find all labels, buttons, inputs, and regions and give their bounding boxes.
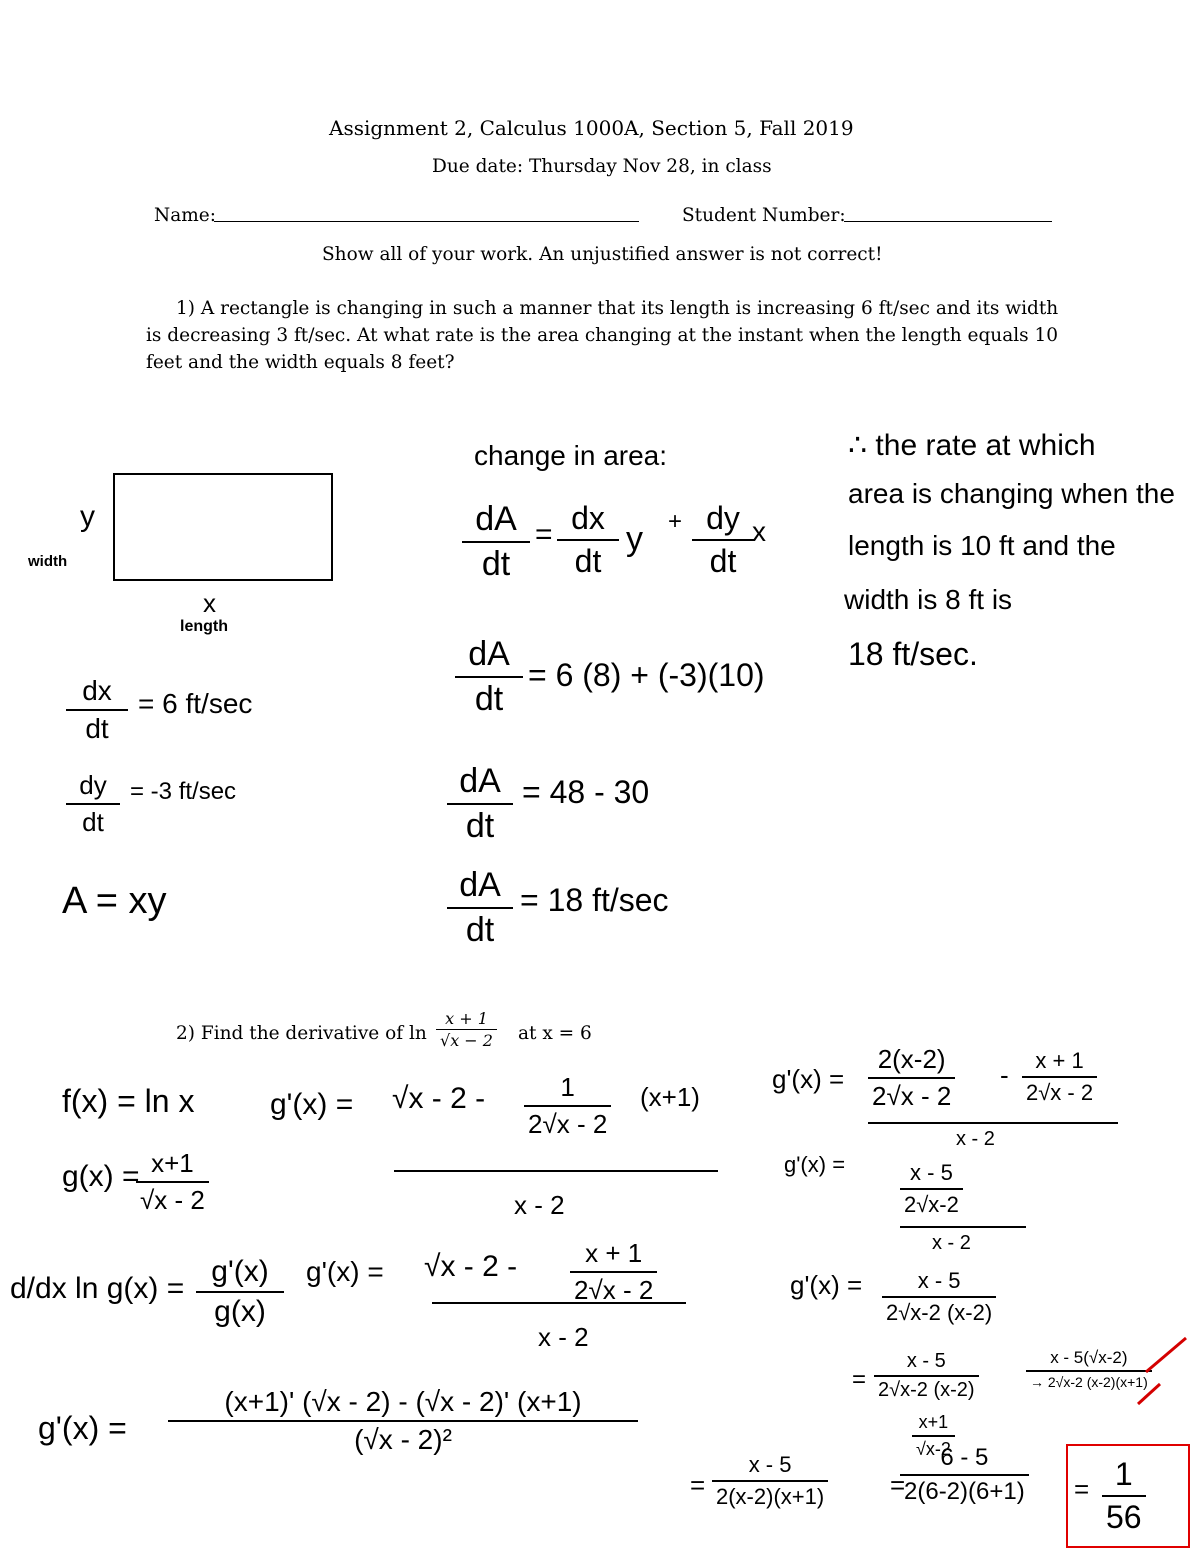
dydt-fraction bbox=[66, 770, 120, 838]
q1-text-line-1: 1) A rectangle is changing in such a manner that its length is increasing 6 ft/sec and its width bbox=[176, 298, 1059, 319]
area-formula: A = xy bbox=[62, 880, 167, 922]
q2-prompt-pre: 2) Find the derivative of ln bbox=[176, 1023, 427, 1044]
s4-den: dt bbox=[447, 907, 513, 950]
right-g-eq: = bbox=[690, 1470, 706, 1500]
rectangle-diagram bbox=[113, 473, 333, 581]
mid-b-lhs: g'(x) = bbox=[306, 1256, 384, 1287]
dlng-num: g'(x) bbox=[211, 1255, 269, 1288]
final-answer-box bbox=[1066, 1444, 1190, 1548]
conclusion-line-5: 18 ft/sec. bbox=[848, 636, 978, 672]
s4-num: dA bbox=[459, 866, 501, 904]
right-d-inner-den: 2√x-2 bbox=[900, 1188, 963, 1218]
g-num: x+1 bbox=[151, 1148, 194, 1178]
s4-rhs: = 18 ft/sec bbox=[520, 882, 669, 918]
q2-prompt-post: at x = 6 bbox=[518, 1023, 592, 1044]
mid-b-fraction-bar bbox=[432, 1302, 686, 1304]
right-e-fraction bbox=[882, 1268, 996, 1326]
g-den: √x - 2 bbox=[136, 1181, 209, 1216]
final-answer-num: 1 bbox=[1114, 1456, 1133, 1492]
mid-b-inner-den: 2√x - 2 bbox=[570, 1271, 657, 1306]
s1-t2 bbox=[692, 500, 754, 580]
mid-b-num-1: √x - 2 - bbox=[424, 1250, 518, 1283]
s1-plus: + bbox=[668, 508, 683, 535]
dxdt-fraction bbox=[66, 675, 128, 745]
right-h-fraction bbox=[900, 1444, 1029, 1506]
right-f-fraction bbox=[874, 1350, 979, 1402]
s3-rhs: = 48 - 30 bbox=[522, 774, 650, 810]
right-c-t2 bbox=[1022, 1048, 1097, 1106]
right-c-minus: - bbox=[1000, 1060, 1009, 1090]
dxdt-den: dt bbox=[66, 709, 128, 745]
right-e-lhs: g'(x) = bbox=[790, 1270, 863, 1300]
s1-t2-num: dy bbox=[706, 500, 740, 536]
q2-prompt-fraction bbox=[436, 1009, 497, 1050]
q1-text-line-3: feet and the width equals 8 feet? bbox=[146, 352, 455, 373]
s2-num: dA bbox=[468, 635, 510, 673]
diagram-y-label: y bbox=[80, 500, 95, 533]
gprime-lhs: g'(x) = bbox=[38, 1410, 127, 1446]
s1-lhs-den: dt bbox=[462, 541, 530, 584]
s1-t2-den: dt bbox=[692, 539, 754, 580]
s4-lhs bbox=[447, 866, 513, 950]
mid-a-inner-num: 1 bbox=[560, 1072, 575, 1102]
s1-t2-var: x bbox=[752, 516, 766, 547]
gprime-num: (x+1)' (√x - 2) - (√x - 2)' (x+1) bbox=[224, 1386, 582, 1417]
f-definition: f(x) = ln x bbox=[62, 1083, 195, 1119]
student-number-field[interactable] bbox=[844, 221, 1052, 222]
gprime-den: (√x - 2)² bbox=[168, 1420, 638, 1456]
mid-b-inner-num: x + 1 bbox=[585, 1238, 643, 1268]
s2-rhs: = 6 (8) + (-3)(10) bbox=[528, 657, 765, 693]
mid-a-den: x - 2 bbox=[514, 1190, 565, 1220]
s3-num: dA bbox=[459, 762, 501, 800]
right-d-lhs: g'(x) = bbox=[784, 1152, 846, 1177]
right-d-fraction-bar bbox=[900, 1226, 1026, 1228]
q2-prompt-num: x + 1 bbox=[445, 1009, 488, 1028]
mid-a-num-1: √x - 2 - bbox=[392, 1082, 486, 1115]
s3-den: dt bbox=[447, 803, 513, 846]
conclusion-line-4: width is 8 ft is bbox=[844, 584, 1013, 615]
mid-a-fraction-bar bbox=[394, 1170, 718, 1172]
conclusion-line-2: area is changing when the bbox=[848, 478, 1175, 509]
s1-lhs bbox=[462, 500, 530, 584]
change-in-area-heading: change in area: bbox=[474, 440, 668, 471]
right-c-t2-den: 2√x - 2 bbox=[1022, 1076, 1097, 1106]
diagram-width-label: width bbox=[28, 553, 68, 570]
diagram-length-label: length bbox=[180, 618, 228, 635]
mid-b-den: x - 2 bbox=[538, 1322, 589, 1352]
diagram-x-label: x bbox=[203, 588, 216, 618]
right-g-num: x - 5 bbox=[748, 1452, 792, 1477]
right-f-den2: √x-2 bbox=[912, 1435, 955, 1460]
right-c-fraction-bar bbox=[868, 1122, 1118, 1124]
g-definition-fraction bbox=[136, 1148, 209, 1216]
g-definition-lhs: g(x) = bbox=[62, 1160, 140, 1193]
right-c-lhs: g'(x) = bbox=[772, 1064, 845, 1094]
q1-text-line-2: is decreasing 3 ft/sec. At what rate is the area changing at the instant when the length equals 10 bbox=[146, 325, 1059, 346]
right-g-fraction bbox=[712, 1452, 828, 1510]
dlng-fraction bbox=[196, 1255, 284, 1329]
dxdt-num: dx bbox=[82, 675, 112, 706]
right-f-num: x - 5 bbox=[906, 1350, 946, 1372]
right-f-eq: = bbox=[852, 1366, 867, 1393]
final-answer-den: 56 bbox=[1102, 1495, 1146, 1536]
student-number-label: Student Number: bbox=[682, 205, 846, 226]
gprime-fraction bbox=[168, 1386, 638, 1456]
mid-a-inner bbox=[524, 1072, 611, 1140]
name-label: Name: bbox=[154, 205, 216, 226]
right-arrow-num: x - 5(√x-2) bbox=[1050, 1348, 1128, 1367]
name-field[interactable] bbox=[214, 221, 639, 222]
right-h-num: 6 - 5 bbox=[940, 1444, 989, 1471]
right-c-t2-num: x + 1 bbox=[1035, 1048, 1084, 1073]
s1-t1 bbox=[557, 500, 619, 580]
s3-lhs bbox=[447, 762, 513, 846]
s1-t1-num: dx bbox=[571, 500, 605, 536]
final-answer-eq: = bbox=[1074, 1474, 1090, 1504]
right-h-den: 2(6-2)(6+1) bbox=[900, 1474, 1029, 1506]
dydt-num: dy bbox=[79, 770, 107, 800]
q2-prompt-den: √x − 2 bbox=[436, 1029, 497, 1050]
due-date: Due date: Thursday Nov 28, in class bbox=[432, 156, 772, 177]
conclusion-line-1: ∴ the rate at which bbox=[848, 429, 1096, 462]
right-d-den: x - 2 bbox=[932, 1232, 971, 1254]
right-d-inner bbox=[900, 1160, 963, 1218]
dydt-value: = -3 ft/sec bbox=[130, 778, 237, 805]
mid-a-num-2: (x+1) bbox=[640, 1082, 700, 1112]
right-g-den: 2(x-2)(x+1) bbox=[712, 1480, 828, 1510]
s2-den: dt bbox=[455, 676, 523, 719]
mid-a-lhs: g'(x) = bbox=[270, 1088, 354, 1121]
right-e-den: 2√x-2 (x-2) bbox=[882, 1296, 996, 1326]
assignment-title: Assignment 2, Calculus 1000A, Section 5, Fall 2019 bbox=[329, 116, 854, 140]
right-f-num2: x+1 bbox=[918, 1412, 949, 1432]
s1-eq: = bbox=[535, 518, 553, 551]
dlng-den: g(x) bbox=[196, 1291, 284, 1329]
right-f-inner-den: 2√x-2 (x-2) bbox=[874, 1375, 979, 1402]
instructions: Show all of your work. An unjustified answer is not correct! bbox=[322, 244, 883, 265]
mid-a-inner-den: 2√x - 2 bbox=[524, 1105, 611, 1140]
right-d-num: x - 5 bbox=[910, 1160, 953, 1185]
conclusion-line-3: length is 10 ft and the bbox=[848, 530, 1116, 561]
dxdt-value: = 6 ft/sec bbox=[138, 688, 253, 719]
right-c-t1-num: 2(x-2) bbox=[877, 1044, 946, 1074]
right-h-eq: = bbox=[890, 1470, 906, 1500]
cancel-strike-icon bbox=[1090, 1332, 1200, 1412]
s2-lhs bbox=[455, 635, 523, 719]
s1-t1-var: y bbox=[626, 520, 643, 558]
right-c-den: x - 2 bbox=[956, 1128, 995, 1150]
right-c-t1 bbox=[868, 1044, 955, 1112]
right-c-t1-den: 2√x - 2 bbox=[868, 1077, 955, 1112]
right-arrow-den: → 2√x-2 (x-2)(x+1) bbox=[1026, 1370, 1152, 1390]
dlng-lhs: d/dx ln g(x) = bbox=[10, 1272, 185, 1305]
mid-b-inner bbox=[570, 1238, 657, 1306]
dydt-den: dt bbox=[66, 803, 120, 838]
right-e-num: x - 5 bbox=[917, 1268, 961, 1293]
s1-lhs-num: dA bbox=[475, 500, 517, 538]
s1-t1-den: dt bbox=[557, 539, 619, 580]
final-answer-fraction bbox=[1102, 1456, 1146, 1536]
